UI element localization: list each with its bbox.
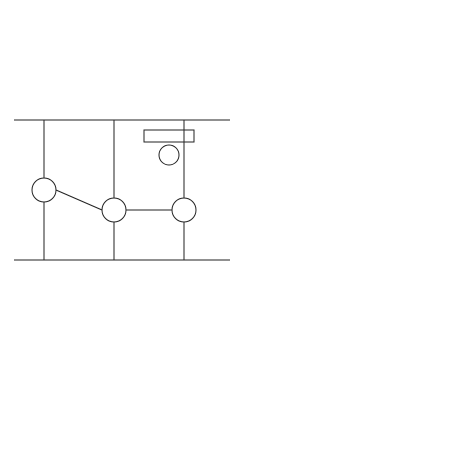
right-column-text (246, 102, 442, 298)
transistor-symbol (102, 198, 126, 222)
lower-paragraphs (10, 295, 440, 455)
rectangle-block (144, 130, 194, 142)
transistor-symbol (159, 145, 179, 165)
figure-caption (6, 270, 242, 290)
circuit-schematic (4, 100, 240, 270)
transistor-symbol (172, 198, 196, 222)
transistor-symbol (32, 178, 56, 202)
schematic-drawing (4, 100, 240, 270)
top-paragraph (10, 2, 440, 102)
